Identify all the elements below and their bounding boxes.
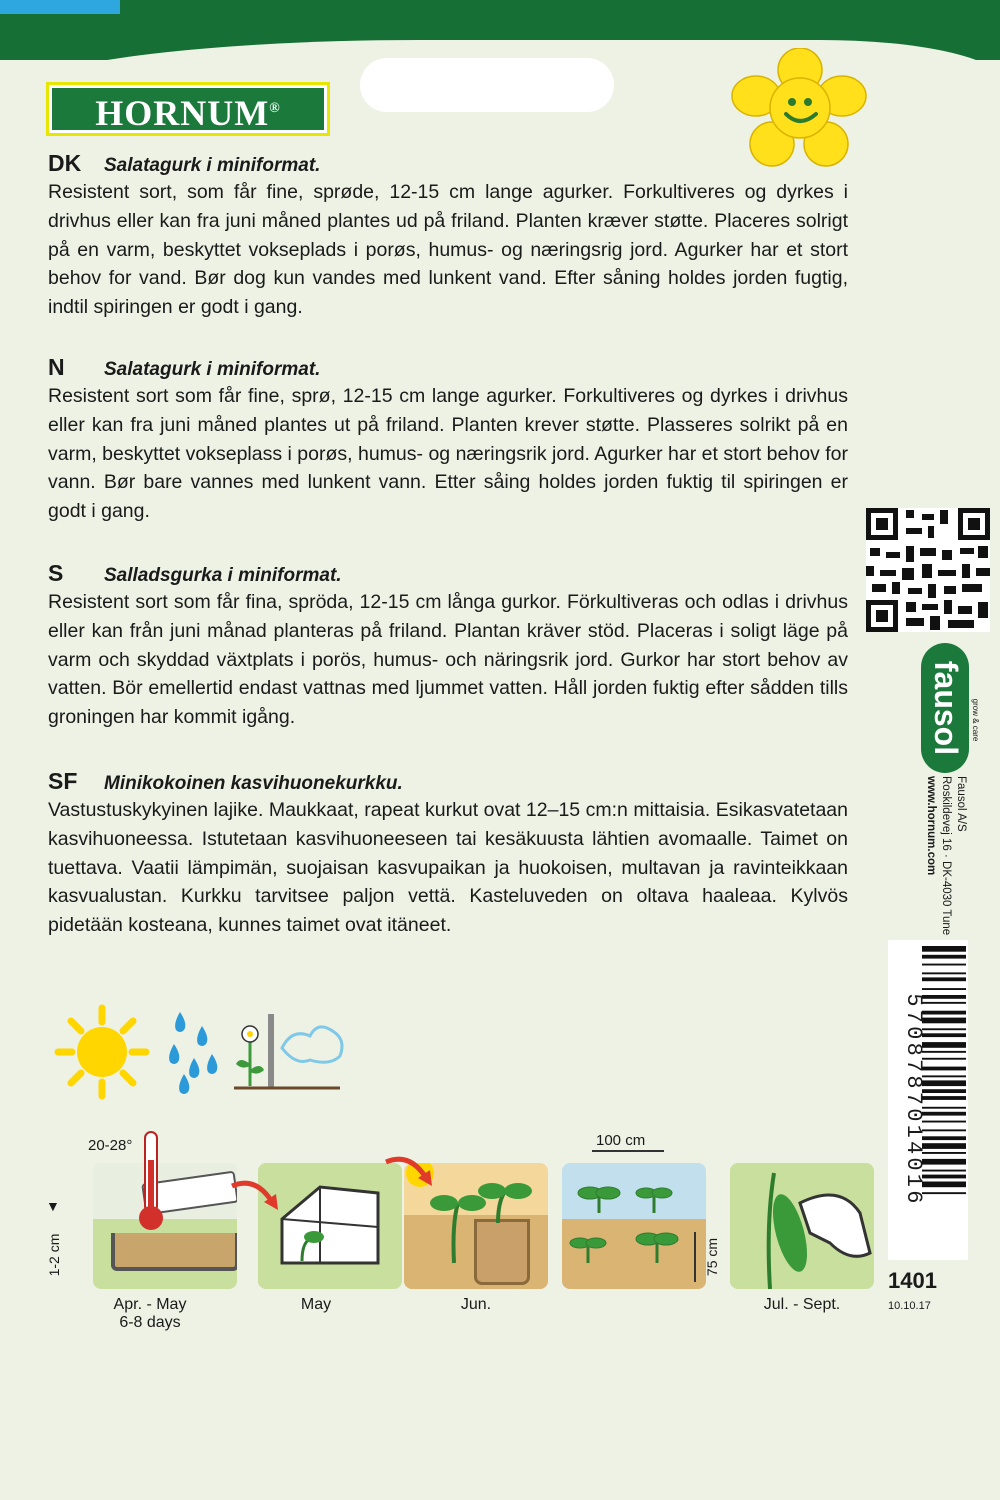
print-date: 10.10.17	[888, 1300, 931, 1312]
arrow-icon	[382, 1152, 438, 1192]
step-label-3: Jun.	[460, 1296, 492, 1313]
shelter-icon	[230, 1008, 348, 1094]
fausol-logo-text: fausol	[921, 643, 969, 773]
product-code: 1401	[888, 1268, 937, 1293]
step-sowing	[93, 1163, 237, 1289]
section-code: DK	[48, 150, 82, 176]
section-title: Salladsgurka i miniformat.	[104, 565, 342, 586]
thermometer-icon	[138, 1130, 164, 1234]
spacing-top-line	[592, 1150, 664, 1152]
step-label-1-line2: 6-8 days	[119, 1314, 181, 1331]
registered-mark: ®	[269, 101, 281, 116]
depth-label-wrap	[44, 1220, 64, 1290]
section-code: SF	[48, 768, 78, 794]
depth-arrow-icon: ▼	[46, 1198, 60, 1214]
section-body: Resistent sort som får fine, sprø, 12-15 cm lange agurker. Forkultiveres og dyrkes i drivhus eller kan fra juni måned plantes ut på friland. Planten krever støtte. Plasseres solrikt på en varm, beskyttet vokseplass i porøs, humus- og næringsrik jord. Agurker har et stort behov for vann. Bør bare vannes med lunkent vann. Etter såing holdes jorden fuktig til spiringen er godt i gang.	[48, 385, 848, 523]
harvest-hand-icon	[730, 1163, 874, 1289]
qr-code-icon	[866, 508, 990, 632]
section-body: Resistent sort som får fina, spröda, 12-15 cm långa gurkor. Förkultiveras och odlas i drivhus eller kan från juni månad planteras på friland. Plantan kräver stöd. Placeras i soligt läge på varm och skyddad växtplats i porös, humus- och näringsrik jord. Gurkor har stort behov av vatten. Bör emellertid endast vattnas med ljummet vatten. Håll jorden fuktig efter sådden tills groningen har kommit igång.	[48, 591, 848, 729]
section-code: S	[48, 560, 64, 586]
depth-label: 1-2 cm	[46, 1233, 62, 1277]
sun-icon	[54, 1004, 150, 1100]
fausol-tagline-wrap	[968, 690, 982, 750]
water-drops-icon	[160, 1008, 222, 1098]
address-line-1: Fausol A/S	[955, 776, 967, 832]
spacing-side-wrap	[702, 1232, 722, 1282]
step-spacing	[562, 1163, 706, 1289]
section-body: Vastustuskykyinen lajike. Maukkaat, rapeat kurkut ovat 12–15 cm:n mittaisia. Esikasvatetaan kasvihuoneessa. Istutetaan kasvihuoneeseen tai kesäkuusta lähtien avomaalle. Taimet on tuettava. Vaatii lämpimän, suojaisan kasvupaikan ja huokoisen, multavan ja ravinteikkaan kasvualustan. Kurkku tarvitsee paljon vettä. Kasteluveden on oltava haaleaa. Kylvös pidetään kosteana, kunnes taimet ovat itäneet.	[48, 799, 848, 937]
spacing-side-line	[694, 1232, 696, 1282]
step-label-1	[88, 1296, 212, 1332]
address-block	[920, 776, 968, 936]
step-label-2: May	[300, 1296, 332, 1313]
header-label-pill	[360, 58, 614, 112]
barcode-bars	[922, 940, 968, 1260]
barcode-icon	[888, 940, 968, 1260]
section-dk	[48, 148, 848, 322]
hornum-logo	[46, 82, 330, 136]
section-title: Salatagurk i miniformat.	[104, 155, 321, 176]
section-title: Minikokoinen kasvihuonekurkku.	[104, 773, 403, 794]
address-line-2: Roskildevej 16 · DK-4030 Tune	[940, 776, 952, 936]
fausol-tagline: grow & care	[971, 698, 980, 742]
spacing-top-label: 100 cm	[596, 1132, 646, 1149]
logo-text: HORNUM	[95, 93, 270, 133]
website-link[interactable]: www.hornum.com	[925, 776, 937, 876]
section-sf	[48, 766, 848, 940]
section-s	[48, 558, 848, 732]
step-harvest	[730, 1163, 874, 1289]
barcode-number: 5708787014016	[901, 993, 926, 1207]
temperature-label: 20-28°	[88, 1137, 133, 1154]
section-body: Resistent sort, som får fine, sprøde, 12-15 cm lange agurker. Forkultiveres og dyrkes i drivhus eller kan fra juni måned plantes ud på friland. Planten kræver støtte. Placeres solrigt på en varm, beskyttet vokseplads i porøs, humus- og næringsrig jord. Agurker har et stort behov for vand. Bør dog kun vandes med lunkent vand. Efter såning holdes jorden fugtig, indtil spiringen er godt i gang.	[48, 181, 848, 319]
spacing-side-label: 75 cm	[704, 1237, 720, 1277]
section-code: N	[48, 354, 65, 380]
arrow-icon	[228, 1176, 284, 1216]
section-n	[48, 352, 848, 526]
section-title: Salatagurk i miniformat.	[104, 359, 321, 380]
header-accent-strip	[0, 0, 120, 14]
step-label-1-line1: Apr. - May	[113, 1296, 187, 1313]
step-label-4: Jul. - Sept.	[763, 1296, 841, 1313]
